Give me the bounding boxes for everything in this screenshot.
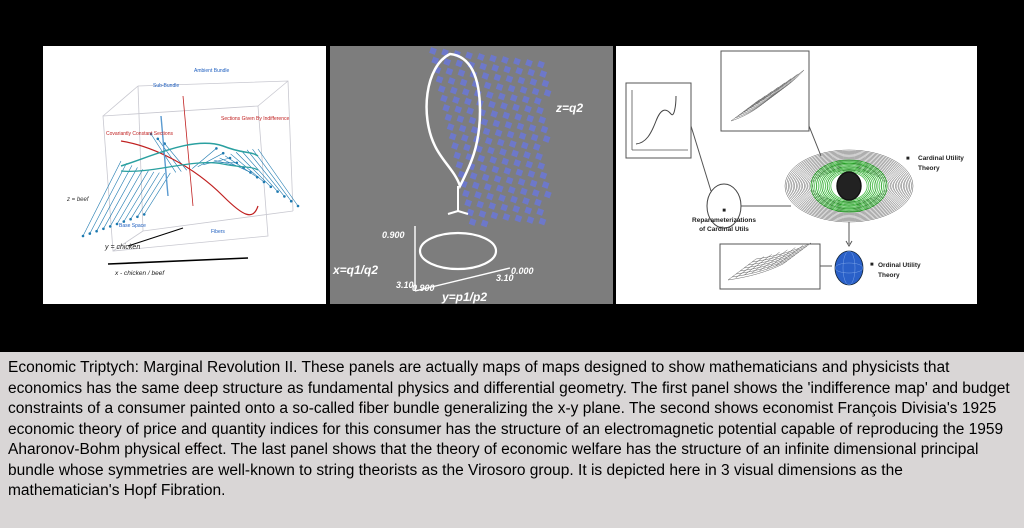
- y-axis-label: y=p1/p2: [442, 290, 488, 304]
- cardinal-utility-label-2: Theory: [918, 165, 940, 172]
- base-space-label: Base Space: [119, 223, 146, 229]
- sub-bundle-label: Sub-Bundle: [153, 83, 180, 89]
- divisia-panel: [330, 46, 613, 304]
- hopf-fibration-panel: [616, 46, 977, 304]
- divisia-figure: [330, 46, 613, 304]
- tick-0900-upper: 0.900: [382, 230, 405, 240]
- caption-text: Economic Triptych: Marginal Revolution II. These panels are actually maps of maps designed to show mathematicians and physicists that economics has the same deep structure as fundamental physics and differential geometry. The first panel shows the 'indifference map' and budget constraints of a consumer painted onto a so-called fiber bundle generalizing the x-y plane. The second shows economist François Divisia's 1925 economic theory of price and quantity indices for this consumer has the structure of an electromagnetic potential capable of reproducing the 1959 Aharonov-Bohm physical effect. The last panel shows that the theory of economic welfare has the structure of an infinite dimensional principal bundle whose symmetries are well-known to string theorists as the Virosoro group. It is depicted here in 3 visual dimensions as the mathematician's Hopf Fibration.: [8, 359, 1010, 499]
- tick-310-right: 3.10: [496, 273, 514, 283]
- reparameterizations-label-2: of Cardinal Utils: [699, 226, 749, 233]
- repar-bullet: ■: [722, 208, 726, 214]
- ambient-bundle-label: Ambient Bundle: [194, 68, 230, 74]
- ordinal-utility-label: Ordinal Utility: [878, 262, 921, 269]
- fiber-bundle-figure: [43, 46, 326, 304]
- hopf-figure: [616, 46, 977, 304]
- reparameterizations-label: Reparameterizations: [692, 217, 756, 224]
- x-axis-label: x=q1/q2: [333, 263, 379, 277]
- cardinal-bullet: ■: [906, 156, 910, 162]
- z-axis-label: z = beef: [67, 197, 89, 203]
- y-axis-label: y = chicken: [105, 244, 141, 251]
- indifference-sections-label: Sections Given By Indifference: [221, 116, 290, 122]
- z-axis-label: z=q2: [556, 101, 584, 115]
- ordinal-bullet: ■: [870, 262, 874, 268]
- fiber-bundle-panel: [43, 46, 326, 304]
- tick-0900-lower: 0.900: [412, 283, 435, 293]
- ordinal-utility-label-2: Theory: [878, 272, 900, 279]
- covariant-sections-label: Covariantly Constant Sections: [106, 131, 173, 137]
- tick-0000: 0.000: [511, 266, 534, 276]
- tick-310-left: 3.10: [396, 280, 414, 290]
- caption: [0, 352, 1024, 528]
- cardinal-utility-label: Cardinal Utility: [918, 155, 964, 162]
- fibers-label: Fibers: [211, 229, 225, 235]
- x-axis-label: x - chicken / beef: [115, 270, 165, 277]
